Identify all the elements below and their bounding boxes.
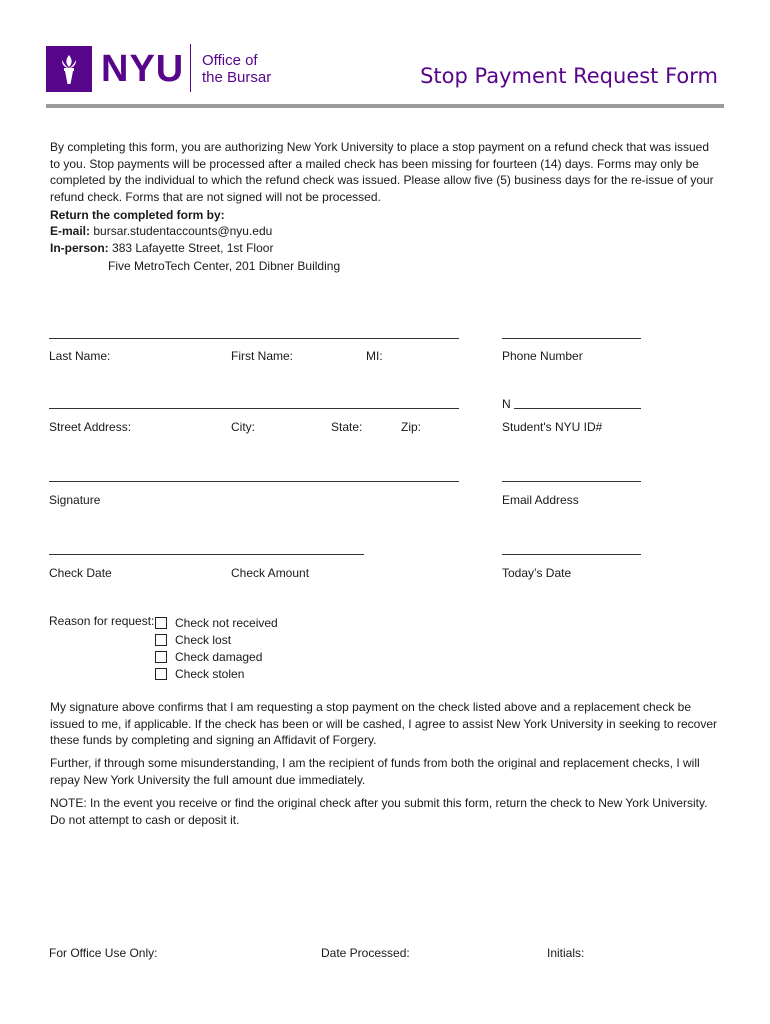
- last-name-label: Last Name:: [49, 349, 111, 363]
- todays-date-label: Today’s Date: [502, 566, 572, 580]
- option-label: Check stolen: [175, 666, 245, 681]
- nyu-torch-logo: [46, 46, 92, 92]
- office-line-2: the Bursar: [202, 69, 272, 86]
- office-use-label: For Office Use Only:: [49, 946, 158, 960]
- mi-label: MI:: [366, 349, 383, 363]
- nyu-id-line[interactable]: [514, 408, 641, 409]
- intro-paragraph: By completing this form, you are authorizing New York University to place a stop payment on a refund check that was issued to you. Stop payments will be processed after a mailed check has been missing for fourteen (14) days. Forms may only be completed by the individual to which the refund check was issued. Please allow five (5) business days for the re-issue of your refund check. Forms that are not signed will not be processed.: [50, 140, 714, 204]
- inperson-line-1: 383 Lafayette Street, 1st Floor: [112, 241, 274, 255]
- todays-date-line[interactable]: [502, 554, 641, 555]
- city-label: City:: [231, 420, 255, 434]
- check-amount-label: Check Amount: [231, 566, 310, 580]
- return-email: [50, 223, 720, 240]
- initials-label: Initials:: [547, 946, 585, 960]
- torch-icon: [46, 46, 92, 92]
- check-date-label: Check Date: [49, 566, 112, 580]
- reason-options: [155, 614, 278, 682]
- email-address-label: Email Address: [502, 493, 579, 507]
- logo-divider: [190, 44, 191, 92]
- check-line[interactable]: [49, 554, 364, 555]
- nyu-id-label: Student's NYU ID#: [502, 420, 603, 434]
- confirmation-paragraph: My signature above confirms that I am requesting a stop payment on the check listed above and a replacement check be issued to me, if applicable. If the check has been or will be cashed, I agree to assist New York University in seeking to recover these funds by completing and signing an Affidavit of Forgery.: [50, 700, 718, 747]
- inperson-line-2: Five MetroTech Center, 201 Dibner Building: [108, 259, 341, 273]
- office-line-1: Office of: [202, 52, 258, 69]
- option-label: Check not received: [175, 615, 278, 630]
- checkbox-damaged[interactable]: [155, 651, 167, 663]
- email-line[interactable]: [502, 481, 641, 482]
- header-rule: [46, 104, 724, 108]
- checkbox-stolen[interactable]: [155, 668, 167, 680]
- option-label: Check lost: [175, 632, 232, 647]
- option-label: Check damaged: [175, 649, 263, 664]
- n-prefix: N: [502, 397, 511, 411]
- repayment-paragraph: Further, if through some misunderstanding, I am the recipient of funds from both the original and replacement checks, I will repay New York University the full amount due immediately.: [50, 756, 700, 787]
- street-label: Street Address:: [49, 420, 132, 434]
- date-processed-label: Date Processed:: [321, 946, 410, 960]
- email-value[interactable]: bursar.studentaccounts@nyu.edu: [93, 224, 273, 238]
- reason-option[interactable]: [155, 665, 278, 682]
- signature-line[interactable]: [49, 481, 459, 482]
- first-name-label: First Name:: [231, 349, 294, 363]
- phone-line[interactable]: [502, 338, 641, 339]
- reason-label: Reason for request:: [49, 614, 155, 628]
- reason-option[interactable]: [155, 631, 278, 648]
- reason-option[interactable]: [155, 614, 278, 631]
- phone-label: Phone Number: [502, 349, 583, 363]
- signature-label: Signature: [49, 493, 101, 507]
- state-label: State:: [331, 420, 363, 434]
- office-name: [202, 52, 271, 86]
- zip-label: Zip:: [401, 420, 422, 434]
- address-line[interactable]: [49, 408, 459, 409]
- name-line[interactable]: [49, 338, 459, 339]
- nyu-wordmark: NYU: [101, 48, 185, 90]
- reason-option[interactable]: [155, 648, 278, 665]
- note-paragraph: NOTE: In the event you receive or find the original check after you submit this form, return the check to New York University. Do not attempt to cash or deposit it.: [50, 796, 708, 827]
- form-title: Stop Payment Request Form: [420, 64, 718, 88]
- inperson-label: In-person:: [50, 241, 109, 255]
- checkbox-not-received[interactable]: [155, 617, 167, 629]
- return-heading: Return the completed form by:: [50, 208, 225, 222]
- checkbox-lost[interactable]: [155, 634, 167, 646]
- return-inperson: [50, 240, 720, 257]
- email-label: E-mail:: [50, 224, 91, 238]
